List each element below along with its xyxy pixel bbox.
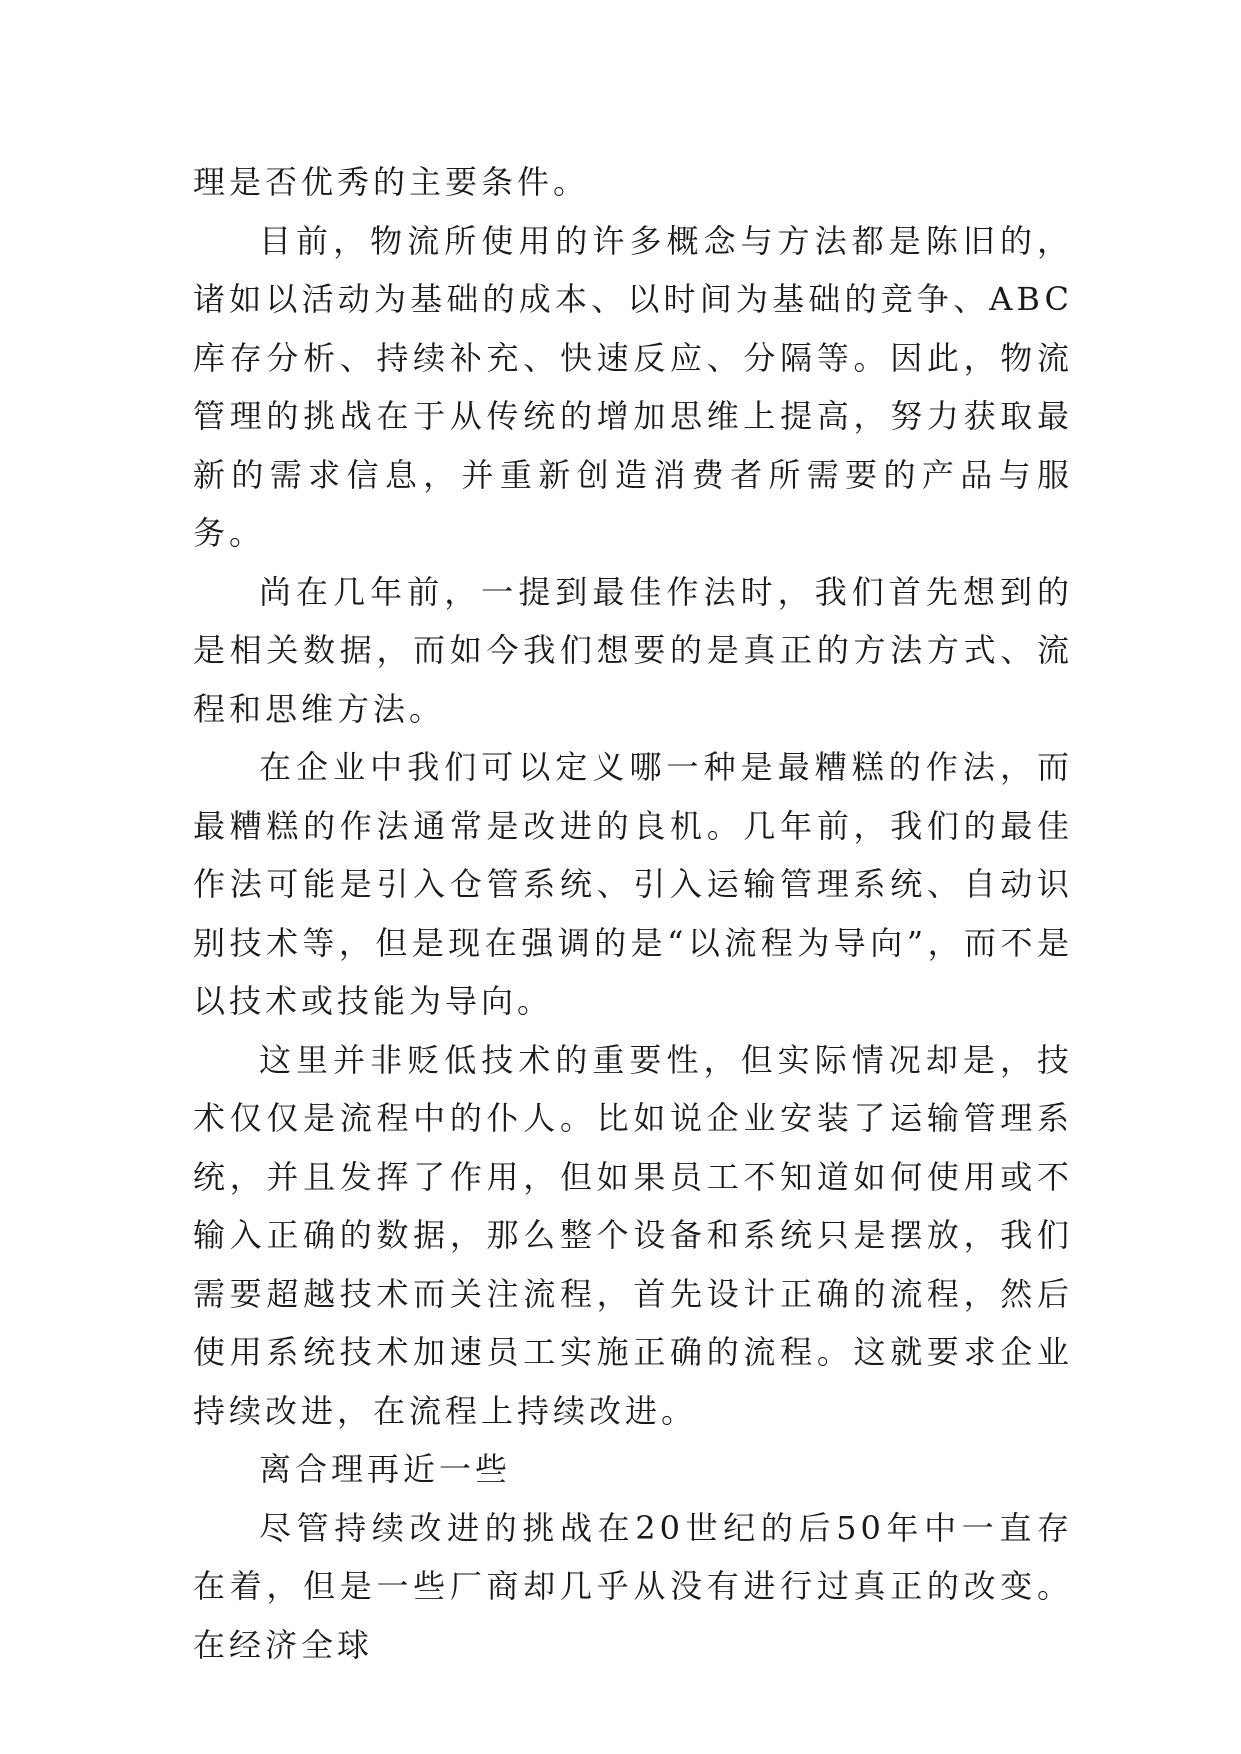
paragraph: 目前，物流所使用的许多概念与方法都是陈旧的，诸如以活动为基础的成本、以时间为基础的竞争、ABC库存分析、持续补充、快速反应、分隔等。因此，物流管理的挑战在于从传统的增加思维上提高，努力获取最新的需求信息，并重新创造消费者所需要的产品与服务。 (193, 221, 1073, 552)
paragraph: 这里并非贬低技术的重要性，但实际情况却是，技术仅仅是流程中的仆人。比如说企业安装了运输管理系统，并且发挥了作用，但如果员工不知道如何使用或不输入正确的数据，那么整个设备和系统只是摆放，我们需要超越技术而关注流程，首先设计正确的流程，然后使用系统技术加速员工实施正确的流程。这就要求企业持续改进，在流程上持续改进。 (193, 1040, 1073, 1430)
paragraph: 尽管持续改进的挑战在20世纪的后50年中一直存在着，但是一些厂商却几乎从没有进行过真正的改变。在经济全球 (193, 1508, 1073, 1664)
paragraph: 尚在几年前，一提到最佳作法时，我们首先想到的是相关数据，而如今我们想要的是真正的方法方式、流程和思维方法。 (193, 572, 1073, 728)
document-body (193, 153, 1073, 1674)
section-heading: 离合理再近一些 (259, 1450, 512, 1488)
paragraph: 理是否优秀的主要条件。 (193, 163, 590, 201)
paragraph: 在企业中我们可以定义哪一种是最糟糕的作法，而最糟糕的作法通常是改进的良机。几年前，我们的最佳作法可能是引入仓管系统、引入运输管理系统、自动识别技术等，但是现在强调的是“以流程为导向”，而不是以技术或技能为导向。 (193, 748, 1073, 1020)
